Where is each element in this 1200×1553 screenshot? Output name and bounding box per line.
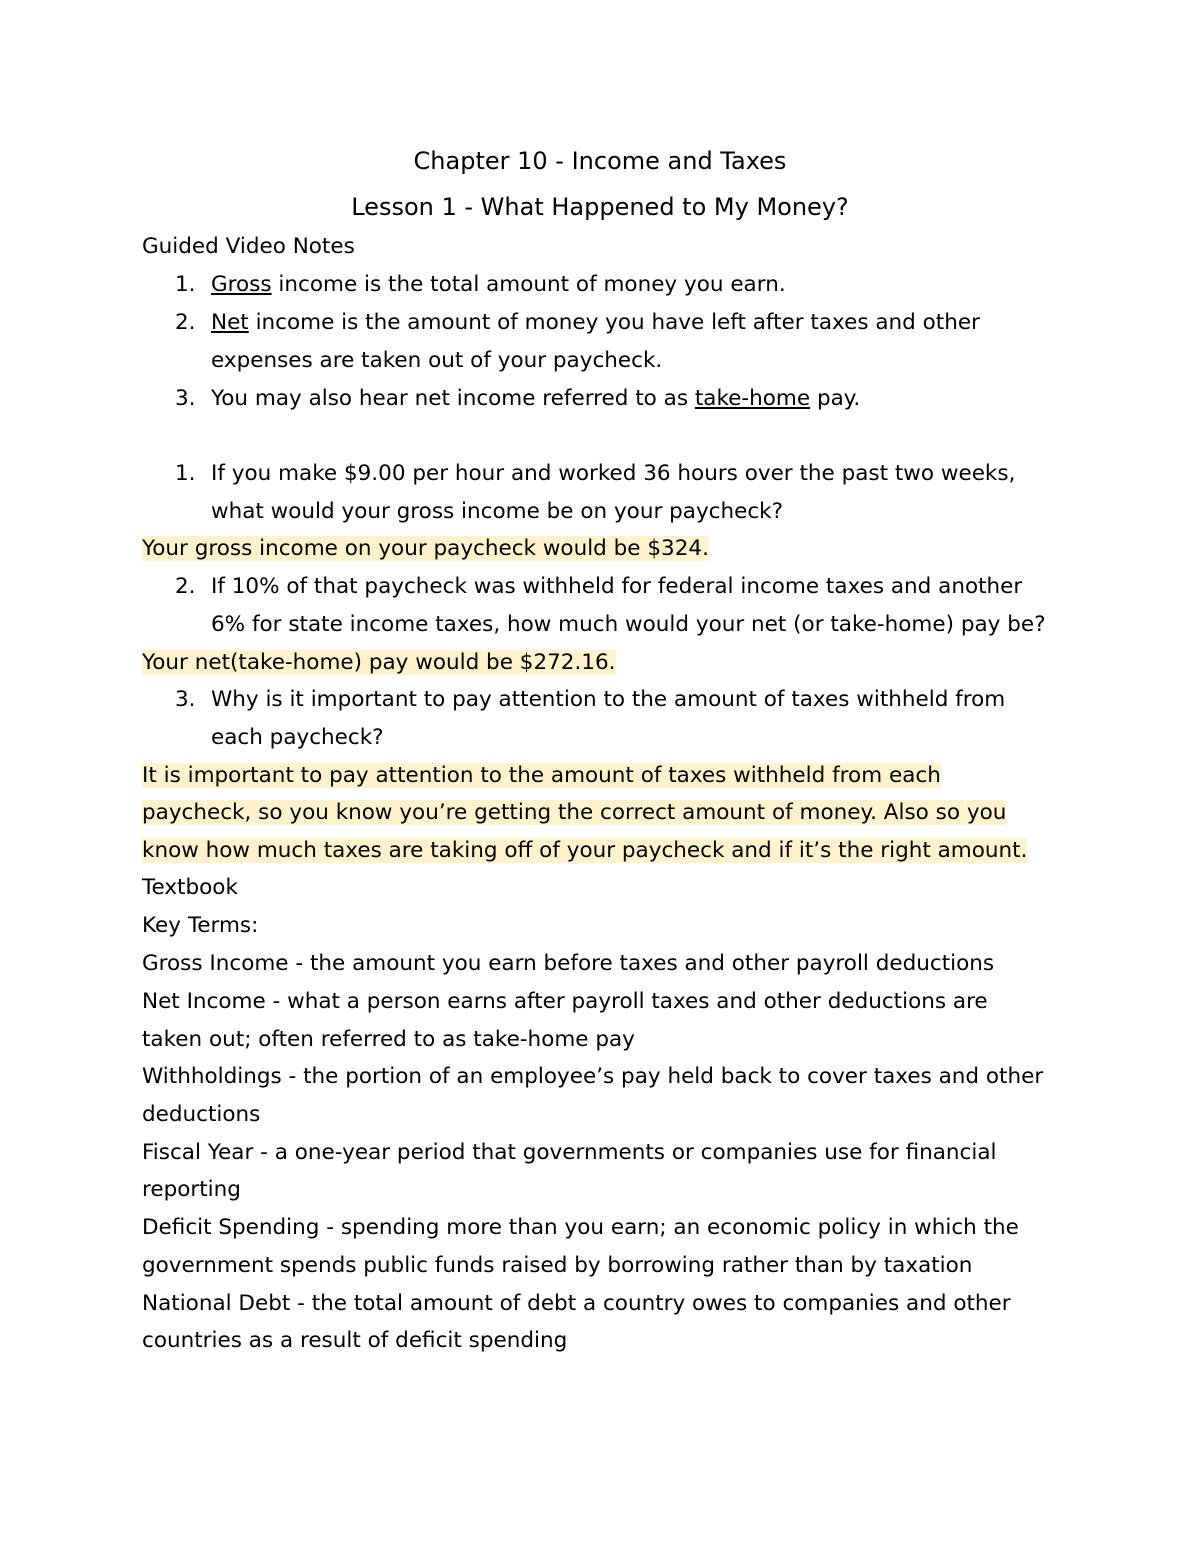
key-term-withholdings: Withholdings - the portion of an employee’s pay held back to cover taxes and other (142, 1064, 1044, 1089)
note-text: income is the amount of money you have left after taxes and other (248, 310, 980, 335)
note-item-1 (175, 266, 786, 304)
list-number: 1. (175, 272, 196, 297)
question-3-continuation: each paycheck? (211, 725, 384, 750)
note-text: income is the total amount of money you earn. (271, 272, 786, 297)
note-text-post: pay. (810, 386, 861, 411)
key-term-withholdings-continuation: deductions (142, 1102, 261, 1127)
question-3 (175, 681, 1005, 719)
lesson-title: Lesson 1 - What Happened to My Money? (351, 193, 849, 221)
answer-highlight: know how much taxes are taking off of your paycheck and if it’s the right amount. (142, 838, 1028, 863)
key-term-fiscal-year: Fiscal Year - a one-year period that governments or companies use for financial (142, 1140, 997, 1165)
question-text: Why is it important to pay attention to the amount of taxes withheld from (211, 687, 1006, 712)
list-number: 1. (175, 461, 196, 486)
section-heading-video: Guided Video Notes (142, 234, 355, 259)
list-number: 2. (175, 574, 196, 599)
chapter-title: Chapter 10 - Income and Taxes (413, 147, 787, 175)
answer-1 (142, 530, 709, 568)
answer-highlight: Your gross income on your paycheck would be $324. (142, 536, 709, 561)
key-term-deficit-spending-continuation: government spends public funds raised by borrowing rather than by taxation (142, 1253, 973, 1278)
key-term-national-debt: National Debt - the total amount of debt a country owes to companies and other (142, 1291, 1011, 1316)
question-text: If you make $9.00 per hour and worked 36 hours over the past two weeks, (211, 461, 1016, 486)
key-terms-label: Key Terms: (142, 913, 259, 938)
answer-3-line-2 (142, 794, 1006, 832)
note-text-pre: You may also hear net income referred to as (211, 386, 695, 411)
key-term-deficit-spending: Deficit Spending - spending more than you earn; an economic policy in which the (142, 1215, 1019, 1240)
key-term-net-income-continuation: taken out; often referred to as take-home pay (142, 1027, 635, 1052)
note-item-2-continuation: expenses are taken out of your paycheck. (211, 348, 663, 373)
note-item-3 (175, 380, 860, 418)
section-heading-textbook: Textbook (142, 875, 238, 900)
question-1-continuation: what would your gross income be on your paycheck? (211, 499, 784, 524)
note-term: take-home (694, 386, 811, 411)
answer-3-line-3 (142, 832, 1027, 870)
key-term-fiscal-year-continuation: reporting (142, 1177, 241, 1202)
note-item-2 (175, 304, 980, 342)
list-number: 2. (175, 310, 196, 335)
answer-3-line-1 (142, 757, 941, 795)
question-text: If 10% of that paycheck was withheld for federal income taxes and another (211, 574, 1023, 599)
list-number: 3. (175, 687, 196, 712)
key-term-gross-income: Gross Income - the amount you earn before taxes and other payroll deductions (142, 951, 995, 976)
question-2-continuation: 6% for state income taxes, how much would your net (or take-home) pay be? (211, 612, 1046, 637)
answer-highlight: Your net(take-home) pay would be $272.16. (142, 650, 616, 675)
key-term-national-debt-continuation: countries as a result of deficit spending (142, 1328, 568, 1353)
question-2 (175, 568, 1022, 606)
answer-highlight: paycheck, so you know you’re getting the correct amount of money. Also so you (142, 800, 1007, 825)
answer-highlight: It is important to pay attention to the amount of taxes withheld from each (142, 763, 941, 788)
answer-2 (142, 644, 616, 682)
note-term: Gross (211, 272, 272, 297)
key-term-net-income: Net Income - what a person earns after payroll taxes and other deductions are (142, 989, 988, 1014)
question-1 (175, 455, 1015, 493)
list-number: 3. (175, 386, 196, 411)
note-term: Net (211, 310, 249, 335)
